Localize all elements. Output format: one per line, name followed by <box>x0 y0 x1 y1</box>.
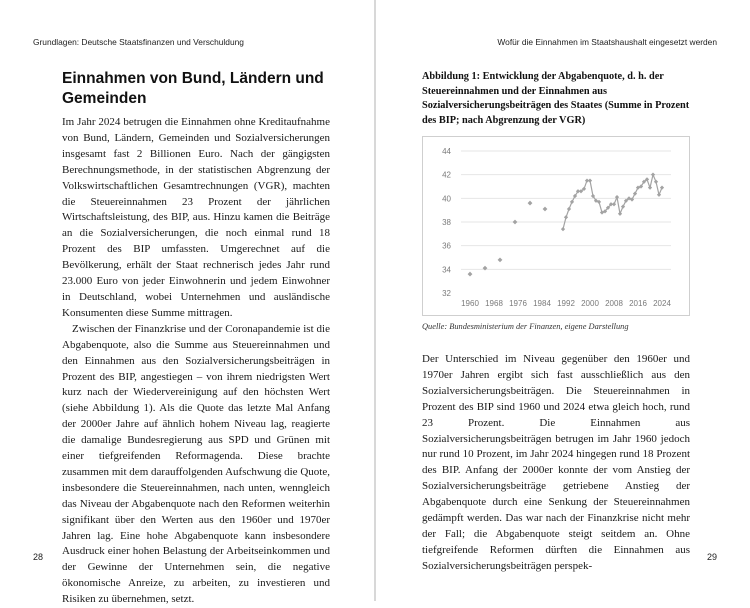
figure-caption: Abbildung 1: Entwicklung der Abgabenquote, d. h. der Steuereinnahmen und der Einnahmen aus Sozialversicherungsbeiträgen des Staates (Summe in Prozent des BIP; nach Abgrenzung der VGR) <box>422 71 690 126</box>
data-point <box>651 173 655 177</box>
left-page <box>0 0 374 606</box>
right-body-text <box>422 352 690 575</box>
series-line <box>563 175 662 229</box>
y-tick-label: 40 <box>442 194 451 204</box>
y-tick-label: 38 <box>442 218 451 227</box>
paragraph: Zwischen der Finanzkrise und der Coronapandemie ist die Abgabenquote, also die Summe aus Steuereinnahmen und den Einnahmen aus den Sozialversicherungsbeiträgen in Prozent des BIP, angestiegen – von ihrem niedrigsten Wert kurz nach der Wiedervereinigung auf den höchsten Wert (siehe Abbildung 1). Als die Quote das letzte Mal Anfang der 2000er Jahre auf ähnlich hohem Niveau lag, reagierte die damalige Bundesregierung aus SPD und Grünen mit einer tiefgreifenden Reformagenda. Diese brachte zusammen mit dem darauffolgenden Aufschwung die Quote, insbesondere die Steuereinnahmen, nach unten, wenngleich das Niveau der Abgabenquote nach den Reformen weiterhin signifikant über den Werten aus den 1960er und 1970er Jahren lag. Eine hohe Abgabenquote kann insbesondere Ausdruck einer hohen Belastung der Arbeitseinkommen und der Gewinne der Unternehmen sein, die negative ökonomische Anreize, zu arbeiten, zu investieren und Risiken zu übernehmen, setzt. <box>62 322 330 606</box>
y-tick-label: 36 <box>442 241 451 251</box>
x-tick-label: 2008 <box>605 299 623 308</box>
left-body-text <box>62 115 330 608</box>
data-point <box>618 212 622 216</box>
running-head-right: Wofür die Einnahmen im Staatshaushalt eingesetzt werden <box>497 37 717 47</box>
data-point <box>567 207 571 211</box>
x-tick-label: 1984 <box>533 299 551 308</box>
data-point <box>621 204 625 208</box>
data-point <box>468 272 473 277</box>
data-point <box>528 201 533 206</box>
y-tick-label: 42 <box>442 170 451 180</box>
data-point <box>654 180 658 184</box>
x-tick-label: 1960 <box>461 299 479 308</box>
data-point <box>513 220 518 225</box>
data-point <box>612 202 616 206</box>
page-number-right: 29 <box>706 552 717 562</box>
page-number-left: 28 <box>33 552 44 562</box>
data-point <box>648 186 652 190</box>
x-tick-label: 2016 <box>629 299 647 308</box>
section-heading: Einnahmen von Bund, Ländern und Gemeinden <box>62 70 324 107</box>
data-point <box>657 193 661 197</box>
x-tick-label: 1992 <box>557 299 575 308</box>
data-point <box>543 207 548 212</box>
y-tick-label: 32 <box>442 289 451 298</box>
paragraph: Der Unterschied im Niveau gegenüber den 1960er und 1970er Jahren ergibt sich fast ausschließlich aus den Sozialversicherungsbeiträgen. Die Steuereinnahmen in Prozent des BIP sind 1960 und 2024 etwa gleich hoch, rund 23 Prozent. Die Einnahmen aus Sozialversicherungsbeiträgen betrugen im Jahr 1960 jedoch nur rund 10 Prozent, im Jahr 2024 hingegen rund 18 Prozent des BIP. Anfang der 2000er konnte der vom Anstieg der Sozialversicherungsbeiträge getriebene Anstieg der Abgabenquote durch eine Senkung der Steuereinnahmen gedämpft werden. Das war nach der Finanzkrise nicht mehr der Fall; die Abgabenquote steigt seitdem an. Ohne tiefgreifende Reformen dürften die Einnahmen aus Sozialversicherungsbeiträgen perspek- <box>422 353 690 572</box>
data-point <box>588 178 592 182</box>
tax-ratio-chart <box>423 137 689 315</box>
data-point <box>498 257 503 262</box>
x-tick-label: 2000 <box>581 299 599 308</box>
data-point <box>564 215 568 219</box>
data-point <box>570 200 574 204</box>
running-head-left: Grundlagen: Deutsche Staatsfinanzen und Verschuldung <box>33 37 244 47</box>
chart-frame <box>422 136 690 316</box>
data-point <box>561 227 565 231</box>
x-tick-label: 1968 <box>485 299 503 308</box>
figure-source: Quelle: Bundesministerium der Finanzen, eigene Darstellung <box>422 322 629 331</box>
data-point <box>660 186 664 190</box>
paragraph: Im Jahr 2024 betrugen die Einnahmen ohne Kreditaufnahme von Bund, Ländern, Gemeinden und Sozialversicherungen insgesamt fast 2 Billionen Euro. Nach der gängigsten Berechnungsmethode, in der statistischen Abgrenzung der Volkswirtschaftlichen Gesamtrechnungen (VGR), machten die Steuereinnahmen 23 Prozent der jährlichen Wirtschaftsleistung, des BIP, aus. Hinzu kamen die Beiträge an die Sozialversicherungen, die noch einmal rund 18 Prozent des BIP umfassten. Umgerechnet auf die Bevölkerung, erhält der Staat rechnerisch jedes Jahr rund 23.000 Euro von jeder Einwohnerin und jedem Einwohner in Deutschland, wobei Unternehmen und ausländische Konsumenten diese Summe mittragen. <box>62 116 330 319</box>
y-tick-label: 34 <box>442 265 451 275</box>
right-page <box>376 0 750 601</box>
data-point <box>633 191 637 195</box>
x-tick-label: 1976 <box>509 299 527 308</box>
y-tick-label: 44 <box>442 147 451 156</box>
x-tick-label: 2024 <box>653 299 671 308</box>
